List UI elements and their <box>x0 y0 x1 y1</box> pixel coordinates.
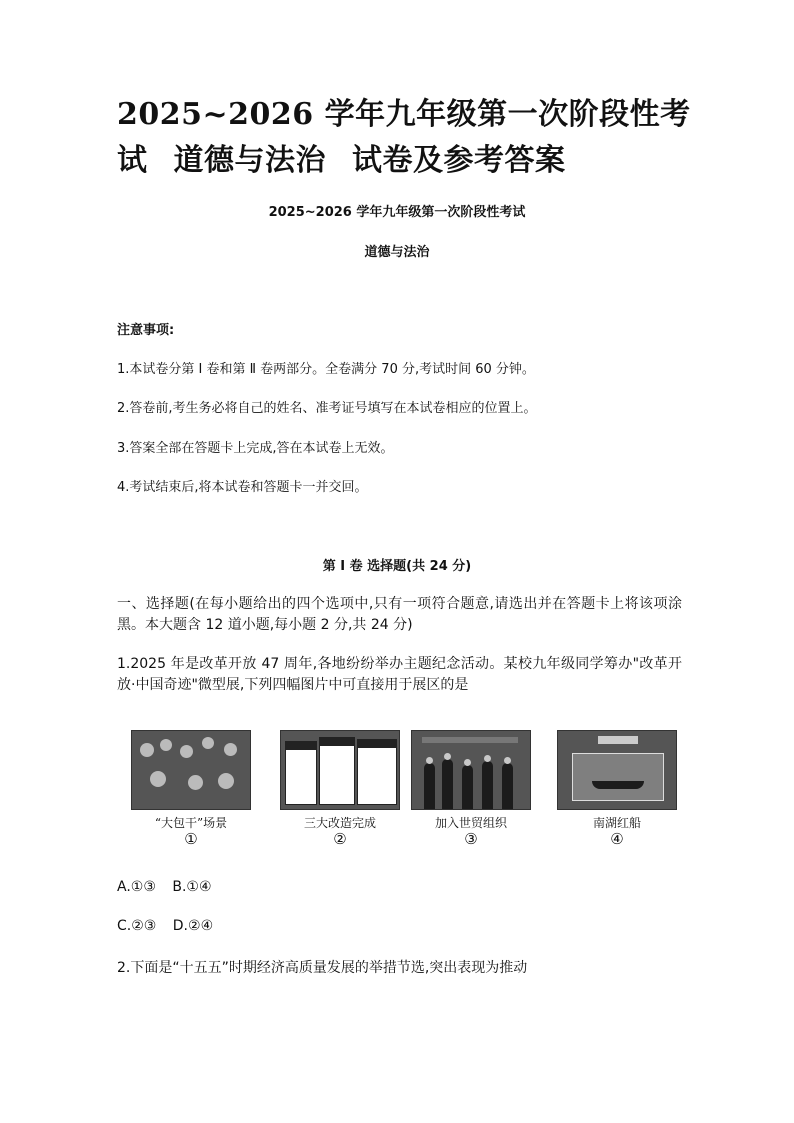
figure-2-caption: 三大改造完成 <box>303 816 376 830</box>
figure-1-photo <box>131 730 251 810</box>
question-1-options-row-2 <box>117 918 225 934</box>
figure-2-photo <box>280 730 400 810</box>
notice-heading: 注意事项: <box>117 323 175 338</box>
figure-3-caption: 加入世贸组织 <box>434 816 507 830</box>
title-line-2 <box>117 138 697 184</box>
notice-item-2: 2.答卷前,考生务必将自己的姓名、准考证号填写在本试卷相应的位置上。 <box>117 401 537 416</box>
section-instruction: 一、选择题(在每小题给出的四个选项中,只有一项符合题意,请选出并在答题卡上将该项涂黑。本大题含 12 道小题,每小题 2 分,共 24 分) <box>117 596 682 633</box>
figure-4-caption: 南湖红船 <box>592 816 641 830</box>
exam-subtitle: 2025~2026 学年九年级第一次阶段性考试 <box>268 205 526 220</box>
question-1-text: 1.2025 年是改革开放 47 周年,各地纷纷举办主题纪念活动。某校九年级同学筹办"改革开放·中国奇迹"微型展,下列四幅图片中可直接用于展区的是 <box>117 656 682 693</box>
option-a: A.①③ <box>117 879 156 895</box>
notice-item-1: 1.本试卷分第 I 卷和第 Ⅱ 卷两部分。全卷满分 70 分,考试时间 60 分钟。 <box>117 362 535 377</box>
figure-3 <box>411 730 531 848</box>
figure-3-number: ③ <box>464 830 478 848</box>
figure-2-number: ② <box>333 830 347 848</box>
title-line-2-part-a: 试 <box>117 143 148 178</box>
figure-4-photo <box>557 730 677 810</box>
question-1-figures <box>117 730 692 855</box>
figure-3-photo <box>411 730 531 810</box>
notice-item-4: 4.考试结束后,将本试卷和答题卡一并交回。 <box>117 480 368 495</box>
title-line-2-part-b: 道德与法治 <box>173 143 326 178</box>
option-b: B.①④ <box>172 879 212 895</box>
option-d: D.②④ <box>172 918 214 934</box>
title-line-1: 2025~2026 学年九年级第一次阶段性考 <box>117 97 691 132</box>
section-title: 第 I 卷 选择题(共 24 分) <box>322 559 472 574</box>
figure-2 <box>280 730 400 848</box>
title-line-2-part-c: 试卷及参考答案 <box>352 143 566 178</box>
figure-4-number: ④ <box>610 830 624 848</box>
figure-1 <box>131 730 251 848</box>
document-title <box>117 92 697 184</box>
figure-4 <box>557 730 677 848</box>
question-1-options-row-1 <box>117 879 224 895</box>
notice-item-3: 3.答案全部在答题卡上完成,答在本试卷上无效。 <box>117 441 394 456</box>
figure-1-number: ① <box>184 830 198 848</box>
option-c: C.②③ <box>117 918 157 934</box>
figure-1-caption: “大包干”场景 <box>154 816 228 830</box>
question-2-text: 2.下面是“十五五”时期经济高质量发展的举措节选,突出表现为推动 <box>117 960 528 976</box>
exam-subject: 道德与法治 <box>364 245 430 260</box>
